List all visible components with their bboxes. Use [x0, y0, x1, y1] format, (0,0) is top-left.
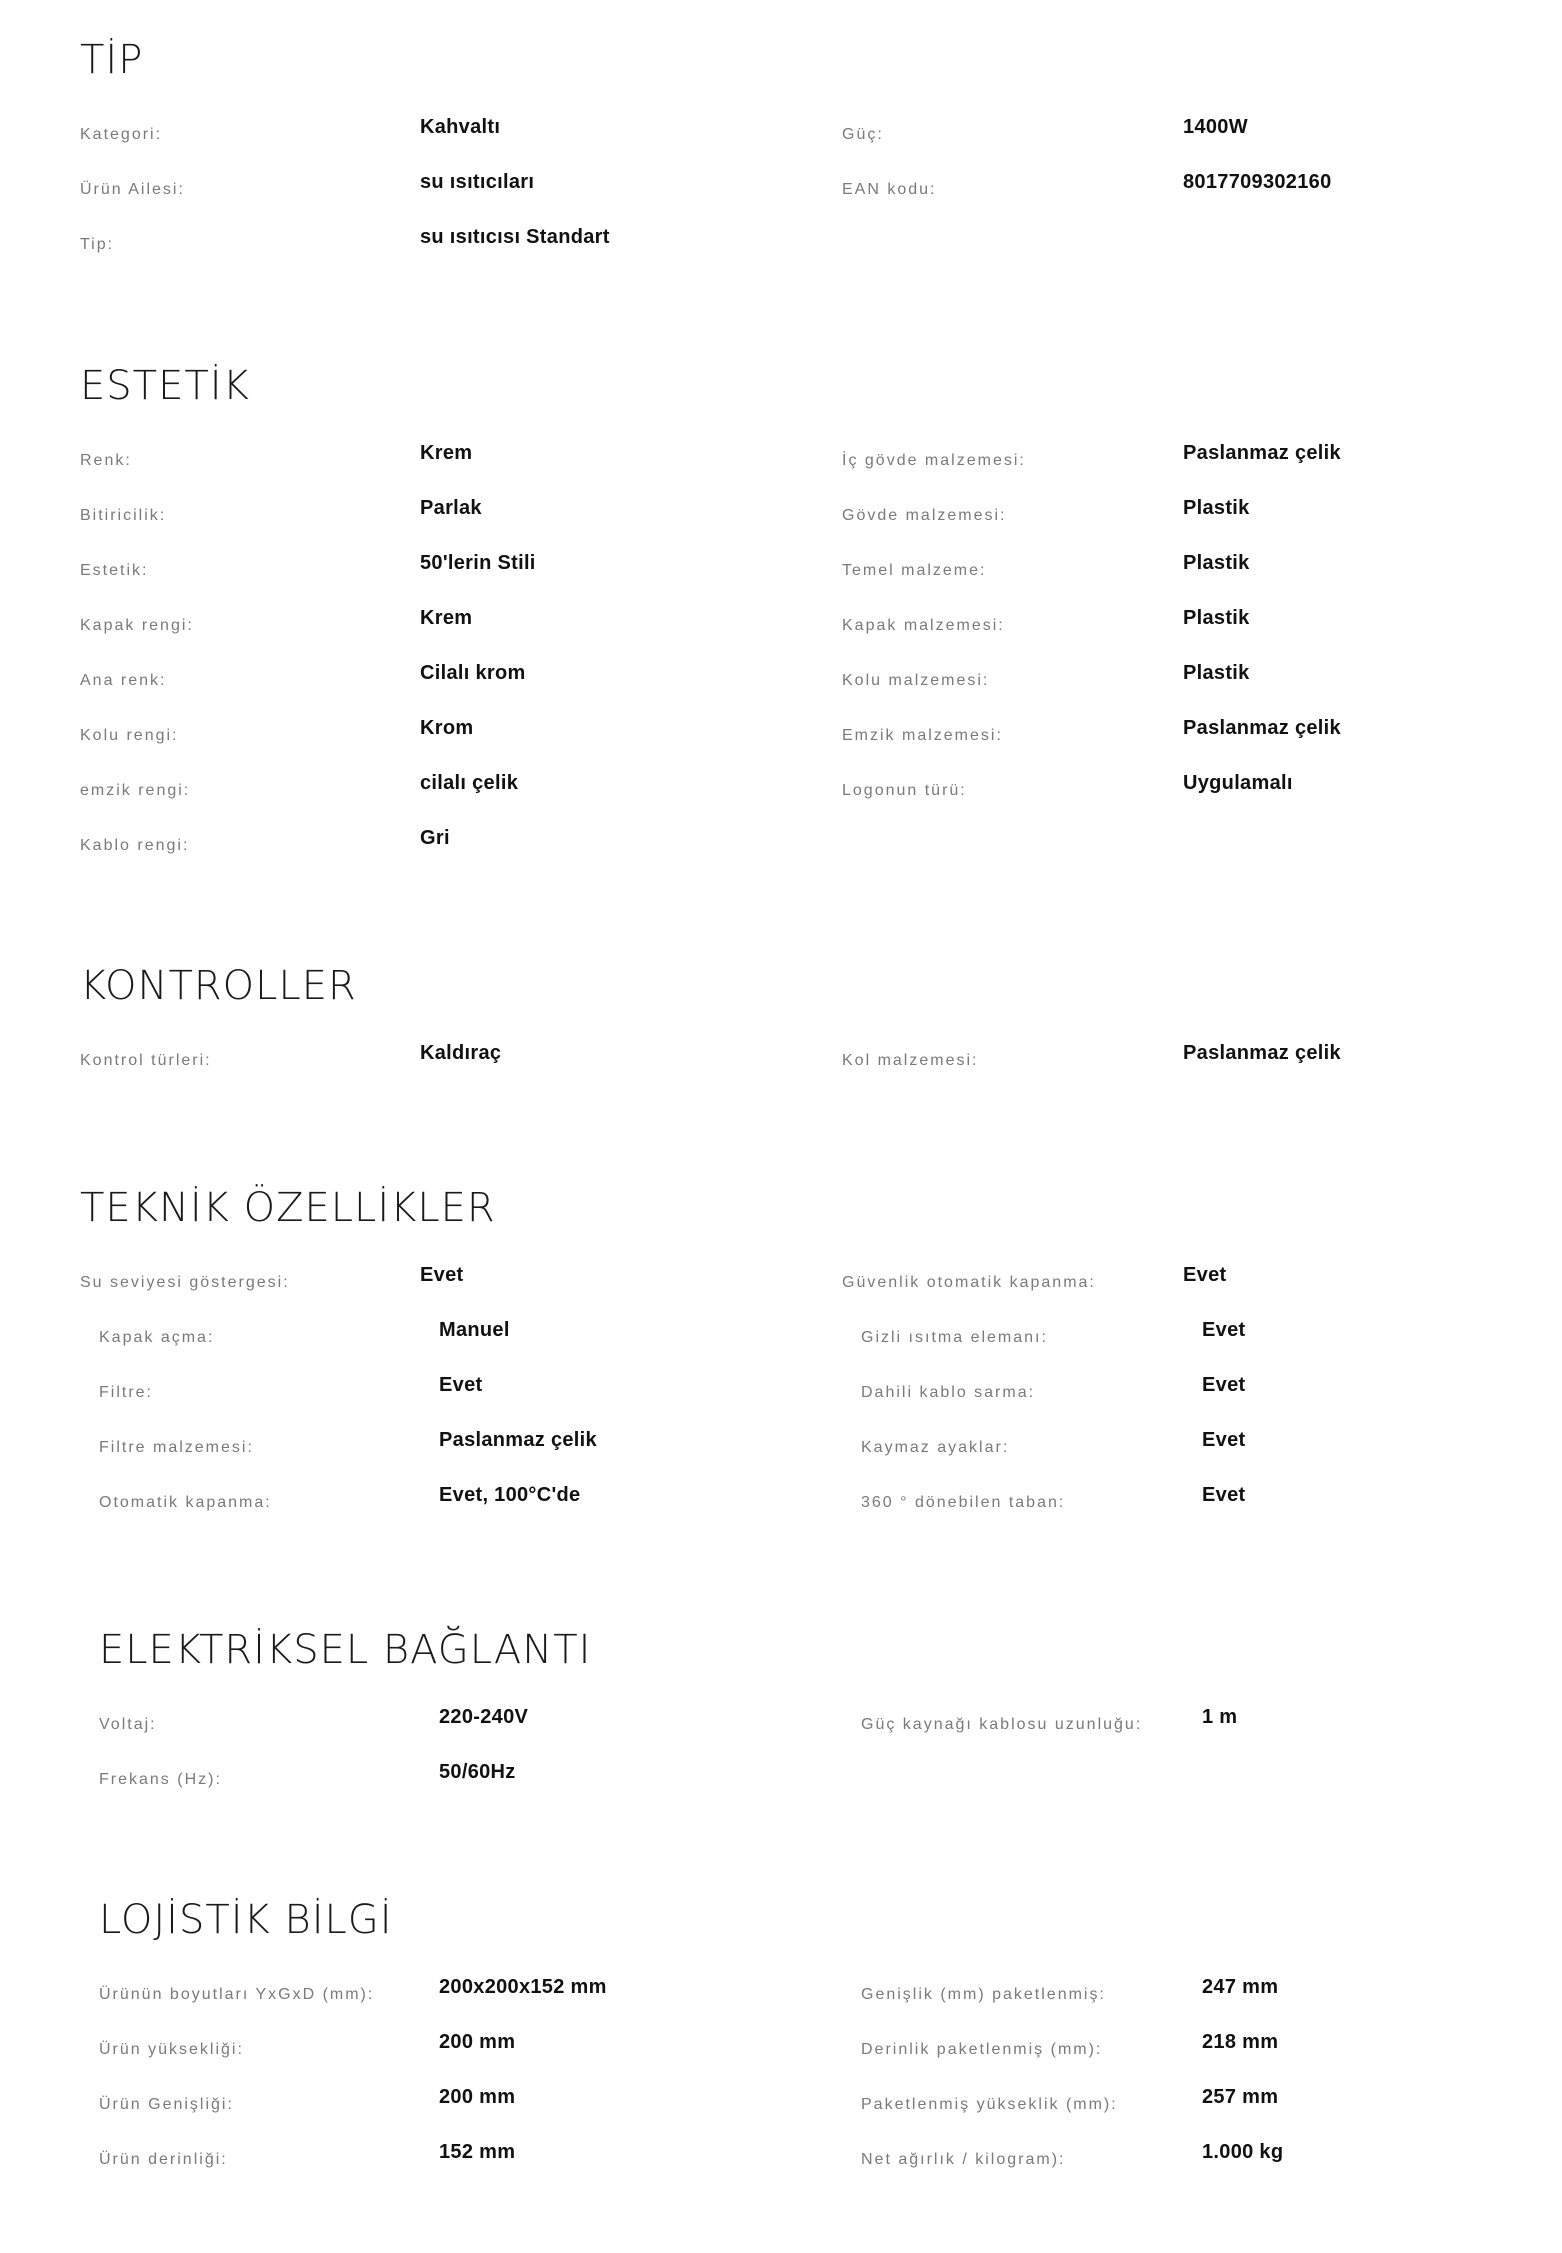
spec-label: Kolu rengi:: [80, 727, 179, 744]
spec-row: [99, 1751, 1539, 1795]
spec-label: Tip:: [80, 236, 115, 253]
spec-row: [99, 1364, 1539, 1408]
spec-label: Logonun türü:: [842, 782, 967, 799]
spec-value: 152 mm: [439, 2141, 516, 2163]
spec-value: 1 m: [1202, 1706, 1238, 1728]
spec-value: Evet: [1202, 1319, 1246, 1341]
spec-row: [80, 817, 1520, 861]
spec-label: Net ağırlık / kilogram):: [861, 2151, 1066, 2168]
spec-value: 257 mm: [1202, 2086, 1279, 2108]
spec-label: Kategori:: [80, 126, 163, 143]
spec-value: 50'lerin Stili: [420, 552, 536, 574]
spec-row: [99, 1966, 1539, 2010]
spec-value: Cilalı krom: [420, 662, 526, 684]
spec-value: Plastik: [1183, 497, 1250, 519]
spec-label: Kaymaz ayaklar:: [861, 1439, 1010, 1456]
spec-row: [99, 1696, 1539, 1740]
spec-label: EAN kodu:: [842, 181, 937, 198]
spec-label: Derinlik paketlenmiş (mm):: [861, 2041, 1103, 2058]
spec-row: [80, 762, 1520, 806]
spec-value: 200 mm: [439, 2031, 516, 2053]
spec-value: Evet: [1202, 1429, 1246, 1451]
spec-label: Kapak malzemesi:: [842, 617, 1005, 634]
spec-value: Kaldıraç: [420, 1042, 502, 1064]
spec-label: Kablo rengi:: [80, 837, 190, 854]
spec-label: Güç kaynağı kablosu uzunluğu:: [861, 1716, 1143, 1733]
spec-value: Evet, 100°C'de: [439, 1484, 581, 1506]
spec-label: Güvenlik otomatik kapanma:: [842, 1274, 1096, 1291]
spec-label: Paketlenmiş yükseklik (mm):: [861, 2096, 1118, 2113]
spec-row: [99, 2131, 1539, 2175]
spec-value: Krem: [420, 442, 473, 464]
spec-value: Plastik: [1183, 552, 1250, 574]
section-title: ESTETİK: [80, 363, 250, 409]
spec-row: [80, 1254, 1520, 1298]
spec-value: Paslanmaz çelik: [1183, 442, 1341, 464]
spec-value: Evet: [1202, 1484, 1246, 1506]
spec-value: Paslanmaz çelik: [439, 1429, 597, 1451]
spec-value: cilalı çelik: [420, 772, 519, 794]
spec-value: 8017709302160: [1183, 171, 1332, 193]
spec-label: Gizli ısıtma elemanı:: [861, 1329, 1048, 1346]
spec-value: 50/60Hz: [439, 1761, 516, 1783]
spec-value: 218 mm: [1202, 2031, 1279, 2053]
spec-value: 1.000 kg: [1202, 2141, 1284, 2163]
spec-label: Kol malzemesi:: [842, 1052, 979, 1069]
spec-value: Krom: [420, 717, 474, 739]
spec-value: su ısıtıcısı Standart: [420, 226, 610, 248]
section-title: KONTROLLER: [80, 963, 357, 1009]
spec-value: Evet: [1183, 1264, 1227, 1286]
spec-row: [80, 652, 1520, 696]
spec-row: [99, 1474, 1539, 1518]
spec-value: 1400W: [1183, 116, 1248, 138]
spec-label: Voltaj:: [99, 1716, 157, 1733]
spec-label: Kolu malzemesi:: [842, 672, 990, 689]
spec-label: Ürün Ailesi:: [80, 181, 185, 198]
spec-label: Ana renk:: [80, 672, 167, 689]
section-title: TEKNİK ÖZELLİKLER: [80, 1185, 496, 1231]
spec-label: Temel malzeme:: [842, 562, 987, 579]
spec-label: Su seviyesi göstergesi:: [80, 1274, 290, 1291]
spec-value: Gri: [420, 827, 450, 849]
section-title: ELEKTRİKSEL BAĞLANTI: [99, 1627, 592, 1673]
spec-row: [80, 432, 1520, 476]
spec-row: [99, 2076, 1539, 2120]
spec-value: 220-240V: [439, 1706, 529, 1728]
spec-label: Gövde malzemesi:: [842, 507, 1007, 524]
spec-label: Estetik:: [80, 562, 149, 579]
spec-value: Krem: [420, 607, 473, 629]
spec-label: emzik rengi:: [80, 782, 191, 799]
spec-value: Paslanmaz çelik: [1183, 717, 1341, 739]
spec-value: Uygulamalı: [1183, 772, 1293, 794]
spec-value: 247 mm: [1202, 1976, 1279, 1998]
spec-row: [80, 597, 1520, 641]
spec-label: Ürün yüksekliği:: [99, 2041, 244, 2058]
spec-label: Renk:: [80, 452, 132, 469]
spec-label: Frekans (Hz):: [99, 1771, 222, 1788]
spec-row: [80, 487, 1520, 531]
spec-label: Ürün Genişliği:: [99, 2096, 234, 2113]
spec-label: Genişlik (mm) paketlenmiş:: [861, 1986, 1106, 2003]
spec-row: [80, 216, 1520, 260]
spec-label: Kapak açma:: [99, 1329, 215, 1346]
spec-label: Kontrol türleri:: [80, 1052, 212, 1069]
spec-row: [80, 1032, 1520, 1076]
spec-value: Parlak: [420, 497, 482, 519]
spec-value: Plastik: [1183, 662, 1250, 684]
spec-label: Emzik malzemesi:: [842, 727, 1003, 744]
spec-value: Evet: [1202, 1374, 1246, 1396]
spec-row: [99, 1309, 1539, 1353]
spec-row: [80, 707, 1520, 751]
spec-value: Paslanmaz çelik: [1183, 1042, 1341, 1064]
spec-row: [99, 1419, 1539, 1463]
spec-value: Evet: [439, 1374, 483, 1396]
spec-value: 200 mm: [439, 2086, 516, 2108]
spec-row: [80, 161, 1520, 205]
spec-value: Evet: [420, 1264, 464, 1286]
spec-row: [80, 106, 1520, 150]
spec-label: Kapak rengi:: [80, 617, 194, 634]
spec-row: [99, 2021, 1539, 2065]
spec-label: Filtre:: [99, 1384, 153, 1401]
spec-value: 200x200x152 mm: [439, 1976, 607, 1998]
spec-row: [80, 542, 1520, 586]
spec-value: su ısıtıcıları: [420, 171, 535, 193]
spec-value: Kahvaltı: [420, 116, 501, 138]
spec-value: Manuel: [439, 1319, 510, 1341]
spec-label: Ürün derinliği:: [99, 2151, 228, 2168]
spec-label: Otomatik kapanma:: [99, 1494, 272, 1511]
spec-label: 360 ° dönebilen taban:: [861, 1494, 1066, 1511]
section-title: LOJİSTİK BİLGİ: [99, 1897, 393, 1943]
spec-value: Plastik: [1183, 607, 1250, 629]
spec-label: Ürünün boyutları YxGxD (mm):: [99, 1986, 375, 2003]
spec-label: Filtre malzemesi:: [99, 1439, 254, 1456]
section-title: TİP: [80, 37, 144, 83]
spec-label: Dahili kablo sarma:: [861, 1384, 1036, 1401]
spec-label: İç gövde malzemesi:: [842, 452, 1026, 469]
spec-label: Güç:: [842, 126, 884, 143]
spec-label: Bitiricilik:: [80, 507, 167, 524]
